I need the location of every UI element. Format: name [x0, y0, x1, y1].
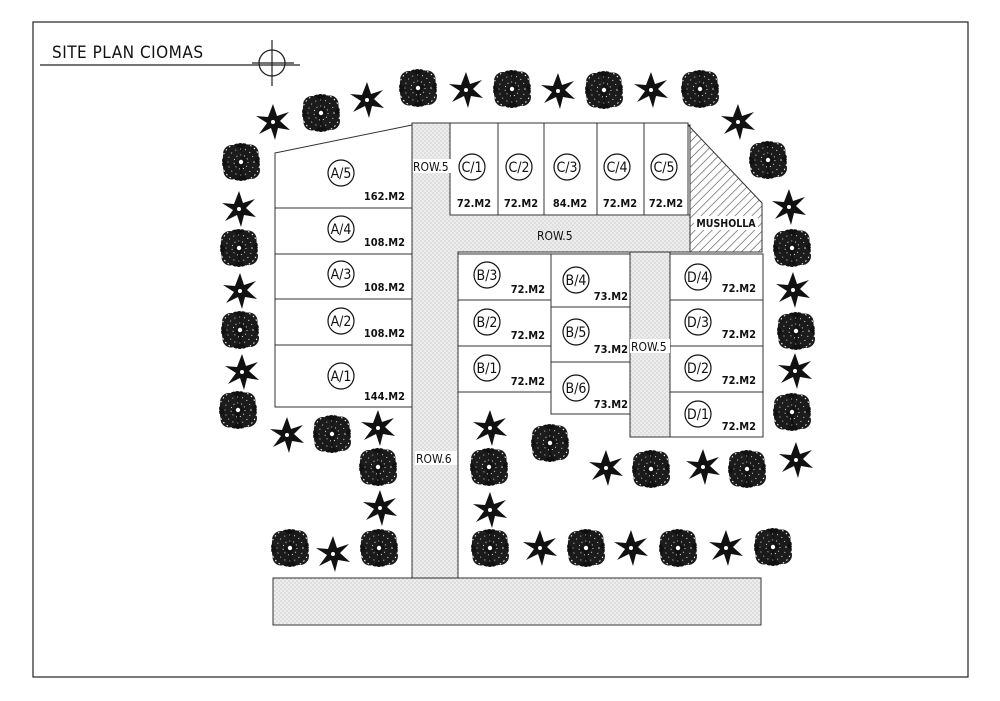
- tree-canopy-icon: [221, 311, 259, 349]
- palm-tree-icon: [363, 490, 397, 526]
- tree-canopy-icon: [219, 391, 257, 429]
- plot-id-label: A/2: [330, 314, 352, 330]
- palm-tree-icon: [634, 72, 668, 108]
- tree-canopy-icon: [659, 529, 697, 567]
- tree-canopy-icon: [777, 312, 815, 350]
- palm-tree-icon: [225, 354, 259, 390]
- palm-tree-icon: [473, 492, 507, 528]
- plot-area-label: 162.M2: [363, 190, 405, 203]
- palm-tree-icon: [350, 82, 384, 118]
- palm-tree-icon: [449, 72, 483, 108]
- plot-c-1: [450, 123, 498, 215]
- plot-b-2: [458, 300, 551, 346]
- palm-tree-icon: [316, 536, 350, 572]
- plot-area-label: 73.M2: [593, 290, 628, 303]
- plot-d-1: [670, 392, 763, 437]
- plot-a-2: [275, 299, 412, 345]
- plot-id-label: A/4: [330, 222, 352, 238]
- road-label-row5-middle: ROW.5: [537, 229, 573, 243]
- tree-canopy-icon: [493, 70, 531, 108]
- plot-b-4: [551, 254, 630, 307]
- plot-id-label: C/5: [653, 160, 675, 176]
- palm-tree-icon: [223, 273, 257, 309]
- plot-d-4: [670, 254, 763, 300]
- plot-a-4: [275, 208, 412, 254]
- north-arrow-icon: [252, 40, 294, 86]
- plot-id-label: D/3: [687, 315, 709, 331]
- plot-area-label: 72.M2: [721, 374, 756, 387]
- plot-area-label: 72.M2: [456, 197, 492, 210]
- plot-a-1: [275, 345, 412, 407]
- plot-area-label: 72.M2: [510, 283, 545, 296]
- plot-id-label: A/5: [330, 166, 352, 182]
- plot-id-label: D/4: [687, 270, 709, 286]
- road-label-row5-upper: ROW.5: [413, 160, 449, 174]
- plot-id-label: D/1: [687, 407, 709, 423]
- tree-canopy-icon: [470, 448, 508, 486]
- tree-canopy-icon: [399, 69, 437, 107]
- palm-tree-icon: [778, 353, 812, 389]
- tree-canopy-icon: [681, 70, 719, 108]
- tree-canopy-icon: [567, 529, 605, 567]
- tree-canopy-icon: [632, 450, 670, 488]
- plot-id-label: B/3: [476, 268, 498, 284]
- plot-area-label: 108.M2: [363, 236, 405, 249]
- road-label-row6: ROW.6: [416, 452, 452, 466]
- palm-tree-icon: [256, 104, 290, 140]
- plot-id-label: C/2: [508, 160, 530, 176]
- plot-a-5: [275, 125, 412, 208]
- plot-id-label: C/1: [461, 160, 483, 176]
- plot-area-label: 73.M2: [593, 398, 628, 411]
- palm-tree-icon: [589, 450, 623, 486]
- plot-id-label: B/1: [476, 361, 498, 377]
- plot-area-label: 108.M2: [363, 327, 405, 340]
- plot-area-label: 72.M2: [721, 282, 756, 295]
- tree-canopy-icon: [271, 529, 309, 567]
- tree-canopy-icon: [220, 229, 258, 267]
- plot-area-label: 73.M2: [593, 343, 628, 356]
- palm-tree-icon: [721, 104, 755, 140]
- tree-canopy-icon: [773, 393, 811, 431]
- palm-tree-icon: [361, 410, 395, 446]
- tree-canopy-icon: [359, 448, 397, 486]
- tree-canopy-icon: [471, 529, 509, 567]
- palm-tree-icon: [776, 272, 810, 308]
- plot-area-label: 72.M2: [721, 420, 756, 433]
- plot-area-label: 72.M2: [510, 375, 545, 388]
- plot-b-5: [551, 307, 630, 362]
- tree-canopy-icon: [531, 424, 569, 462]
- plot-id-label: A/3: [330, 267, 352, 283]
- plot-c-3: [544, 123, 597, 215]
- plot-b-3: [458, 254, 551, 300]
- plot-c-2: [498, 123, 544, 215]
- plot-c-5: [644, 123, 688, 215]
- plot-id-label: C/4: [606, 160, 628, 176]
- plot-area-label: 72.M2: [503, 197, 539, 210]
- plot-b-1: [458, 346, 551, 392]
- plot-id-label: B/6: [565, 381, 587, 397]
- tree-canopy-icon: [754, 528, 792, 566]
- palm-tree-icon: [686, 449, 720, 485]
- plot-area-label: 72.M2: [648, 197, 684, 210]
- plot-area-label: 72.M2: [510, 329, 545, 342]
- tree-canopy-icon: [585, 71, 623, 109]
- plot-d-2: [670, 346, 763, 392]
- plot-area-label: 84.M2: [552, 197, 588, 210]
- plot-c-4: [597, 123, 644, 215]
- plot-id-label: B/2: [476, 315, 498, 331]
- plot-id-label: B/5: [565, 325, 587, 341]
- tree-canopy-icon: [728, 450, 766, 488]
- plot-area-label: 72.M2: [721, 328, 756, 341]
- palm-tree-icon: [709, 530, 743, 566]
- palm-tree-icon: [541, 73, 575, 109]
- palm-tree-icon: [222, 191, 256, 227]
- musholla-label: MUSHOLLA: [696, 218, 756, 230]
- tree-canopy-icon: [360, 529, 398, 567]
- palm-tree-icon: [270, 417, 304, 453]
- plot-area-label: 72.M2: [602, 197, 638, 210]
- tree-canopy-icon: [313, 415, 351, 453]
- palm-tree-icon: [779, 442, 813, 478]
- plot-id-label: D/2: [687, 361, 709, 377]
- plot-d-3: [670, 300, 763, 346]
- plot-area-label: 144.M2: [363, 390, 405, 403]
- plot-b-6: [551, 362, 630, 414]
- plot-area-label: 108.M2: [363, 281, 405, 294]
- palm-tree-icon: [523, 530, 557, 566]
- palm-tree-icon: [473, 410, 507, 446]
- tree-canopy-icon: [773, 229, 811, 267]
- road-label-row5-right: ROW.5: [631, 340, 667, 354]
- plan-title: SITE PLAN CIOMAS: [52, 43, 204, 63]
- plot-id-label: C/3: [556, 160, 578, 176]
- tree-canopy-icon: [749, 141, 787, 179]
- palm-tree-icon: [772, 189, 806, 225]
- tree-canopy-icon: [302, 94, 340, 132]
- plot-id-label: B/4: [565, 273, 587, 289]
- tree-canopy-icon: [222, 143, 260, 181]
- plot-a-3: [275, 254, 412, 299]
- plot-id-label: A/1: [330, 369, 352, 385]
- musholla-building: [688, 125, 762, 252]
- palm-tree-icon: [614, 530, 648, 566]
